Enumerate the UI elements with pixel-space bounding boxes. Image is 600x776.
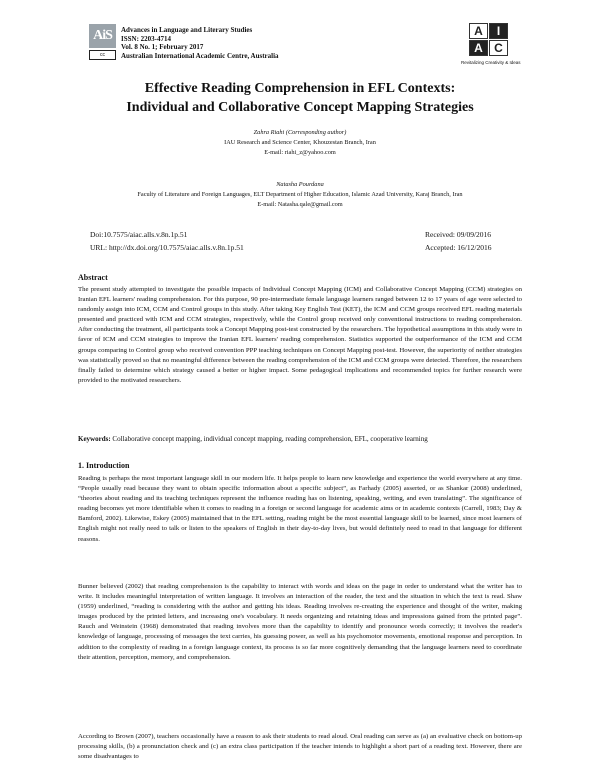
- aiac-logo-letter: C: [489, 40, 508, 56]
- author-name: Zahra Riahi (Corresponding author): [253, 129, 347, 136]
- creative-commons-icon: cc: [89, 50, 116, 60]
- paper-title-line: Effective Reading Comprehension in EFL Contexts:: [144, 81, 456, 96]
- doi-url[interactable]: URL: http://dx.doi.org/10.7575/aiac.alls.v.8n.1p.51: [90, 242, 244, 252]
- intro-paragraph-2: Bunner believed (2002) that reading comprehension is the capability to interact with words and ideas on the page in order to understand what the writer has to write. It includes meaningful interpretation of written language. It involves an interaction of the reader, the text and the situation in which the text is read. Shaw (1959) underlined, “reading is considering with the author and getting his ideas. Reading involves re-creating the experience and thought of the writer, making images produced by the printed letters, and increasing one's vocabulary. It needs organizing and retaining ideas and impressions gained from the printed page”. Rauch and Weinstein (1968) demonstrated that reading involves more than the capability to identify and pronounce words correctly; it involves the reader's knowledge of language, processing of messages the text carries, his guessing power, as well as his psychomotor movements, emotional response and perception. In addition to the complexity of reading in a foreign language context, its process is so far more cognitively demanding that the language learners need to coordinate their attention, perception, memory, and comprehension.: [78, 583, 522, 661]
- paper-title: [60, 79, 540, 117]
- author-block-2: [60, 180, 540, 210]
- dates-block: [425, 229, 491, 254]
- aiac-logo-letter: I: [489, 23, 508, 39]
- aiac-logo-letter: A: [469, 40, 488, 56]
- keywords-label: Keywords:: [78, 435, 111, 443]
- intro-heading: 1. Introduction: [78, 461, 130, 470]
- journal-issn: ISSN: 2203-4714: [121, 34, 171, 43]
- author-affiliation: IAU Research and Science Center, Khouzestan Branch, Iran: [224, 139, 376, 146]
- author-email: E-mail: riahi_z@yahoo.com: [264, 149, 336, 156]
- journal-name: Advances in Language and Literary Studies: [121, 26, 253, 34]
- keywords-text: Collaborative concept mapping, individual concept mapping, reading comprehension, EFL, cooperative learning: [110, 435, 428, 443]
- received-date: Received: 09/09/2016: [425, 230, 492, 239]
- author-affiliation: Faculty of Literature and Foreign Languages, ELT Department of Higher Education, Islamic Azad University, Karaj Branch, Iran: [137, 191, 463, 198]
- aiac-logo-letter: A: [469, 23, 488, 39]
- publisher-tagline: Revitalizing Creativity & Ideas: [461, 60, 521, 65]
- journal-volume: Vol. 8 No. 1; February 2017: [121, 43, 204, 51]
- author-name: Natasha Pourdana: [276, 181, 324, 188]
- abstract-text: The present study attempted to investigate the possible impacts of Individual Concept Mapping (ICM) and Collaborative Concept Mapping (CCM) strategies on Iranian EFL learners' reading comprehension. For this purpose, 90 pre-intermediate female language learners ranged between 12 to 17 years of age were selected to randomly assign into ICM, CCM and Control groups in this study. After taking Key English Test (KET), the ICM and CCM groups received EFL reading materials presented and practiced with ICM and CCM strategies, respectively, while the Control group received only conventional instructions to reading comprehension. After conducting the treatment, all participants took a Concept Mapping post-test constructed by the researchers. The hypothetical assumptions in this study were in favor of ICM and CCM strategies to improve the Iranian EFL learners' reading comprehension. Statistics supported the outperformance of the ICM and CCM groups comparing to Control group who received convention PPP teaching techniques on Concept Mapping post-test. However, the superiority of neither strategies was statistically proved so that no meaningful difference between the reading comprehension of the ICM and CCM groups were detected. Therefore, the researchers finally failed to determine which strategy caused a better or higher impact. Some pedagogical implications and recommended topics for further research were provided to the motivated researchers.: [78, 286, 522, 384]
- author-email: E-mail: Natasha.qale@gmail.com: [257, 201, 343, 208]
- keywords: [78, 435, 522, 445]
- doi-text: Doi:10.7575/aiac.alls.v.8n.1p.51: [90, 230, 188, 239]
- publisher-name: Australian International Academic Centre, Australia: [121, 52, 279, 60]
- intro-paragraph-1: Reading is perhaps the most important language skill in our modern life. It helps people to learn new knowledge and experience the world everywhere at any time. “People usually read because they want to obtain specific information about a specific subject”, as Farhady (2005) asserted, or as Shankar (2008) underlined, “theories about reading and its teaching techniques represent the influence reading has on listening, speaking, writing, and even translating”. The significance of reading becomes yet more identifiable when it comes to reading in a foreign or second language for academic aims or in academic contexts (Carrell, 1983; Day & Bamford, 2002). Likewise, Eskey (2005) maintained that in the EFL setting, reading might be the most essential language skill to be learned, since most learners of English might not really need to talk or listen to the speakers of English in their day-to-day lives, but would definitely need to read in that language for different reasons.: [78, 475, 522, 543]
- author-block-1: [60, 128, 540, 158]
- journal-info: [121, 26, 252, 52]
- intro-paragraph-3: According to Brown (2007), teachers occasionally have a reason to ask their students to read aloud. Oral reading can serve as (a) an evaluative check on bottom-up processing skills, (b) a pronunciation check and (c) an extra class participation if the teacher intends to highlight a short part of a reading text. However, there are some disadvantages to: [78, 733, 522, 761]
- aiac-logo: [469, 23, 508, 56]
- journal-logo: AiS: [89, 24, 116, 48]
- abstract-heading: Abstract: [78, 273, 108, 282]
- doi-block: [90, 229, 244, 254]
- paper-title-line: Individual and Collaborative Concept Mapping Strategies: [126, 100, 474, 115]
- accepted-date: Accepted: 16/12/2016: [425, 242, 492, 252]
